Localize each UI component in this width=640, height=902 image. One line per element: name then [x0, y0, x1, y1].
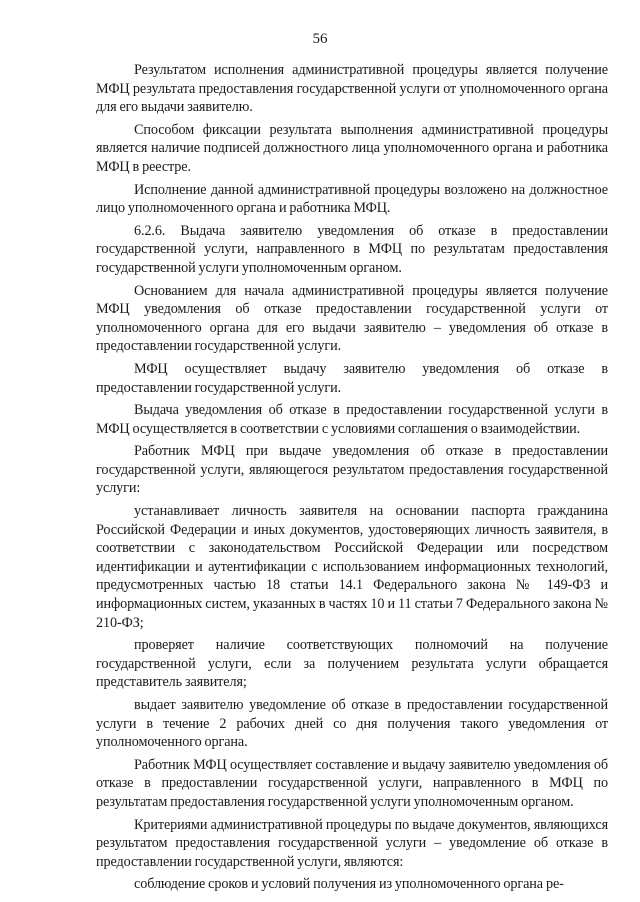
paragraph: Критериями административной процедуры по выдаче документов, являющихся результатом предоставления государственной услуги – уведомление об отказе в предоставлении государственной услуги, являются:: [96, 816, 608, 870]
paragraph: Результатом исполнения административной процедуры является получение МФЦ результата предоставления государственной услуги от уполномоченного органа для его выдачи заявителю.: [96, 62, 608, 116]
paragraph: Работник МФЦ при выдаче уведомления об отказе в предоставлении государственной услуги, являющегося результатом предоставления государственной услуги:: [96, 443, 608, 497]
paragraph: МФЦ осуществляет выдачу заявителю уведомления об отказе в предоставлении государственной услуги.: [96, 360, 608, 396]
paragraph: Основанием для начала административной процедуры является получение МФЦ уведомления об отказе предоставлении государственной услуги от уполномоченного органа для его выдачи заявителю – уведомления об отказе в предоставлении государственной услуги.: [96, 282, 608, 355]
list-item-paragraph: выдает заявителю уведомление об отказе в предоставлении государственной услуги в течение 2 рабочих дней со дня получения такого уведомления от уполномоченного органа.: [96, 697, 608, 751]
paragraph: Способом фиксации результата выполнения административной процедуры является наличие подписей должностного лица уполномоченного органа и работника МФЦ в реестре.: [96, 121, 608, 175]
document-body: [96, 61, 608, 898]
list-item-paragraph: устанавливает личность заявителя на основании паспорта гражданина Российской Федерации и иных документов, удостоверяющих личность заявителя, в соответствии с законодательством Российской Федерации или посредством идентификации и аутентификации с использованием информационных технологий, предусмотренных частью 18 статьи 14.1 Федерального закона № 149-ФЗ и информационных систем, указанных в частях 10 и 11 статьи 7 Федерального закона № 210-ФЗ;: [96, 503, 608, 631]
page-number: 56: [312, 31, 328, 47]
section-heading-paragraph: 6.2.6. Выдача заявителю уведомления об отказе в предоставлении государственной услуги, направленного в МФЦ по результатам предоставления государственной услуги уполномоченным органом.: [96, 222, 608, 276]
list-item-paragraph: соблюдение сроков и условий получения из уполномоченного органа ре-: [134, 876, 564, 893]
list-item-paragraph: проверяет наличие соответствующих полномочий на получение государственной услуги, если за получением результата услуги обращается представитель заявителя;: [96, 637, 608, 691]
paragraph: Выдача уведомления об отказе в предоставлении государственной услуги в МФЦ осуществляется в соответствии с условиями соглашения о взаимодействии.: [96, 402, 608, 437]
paragraph: Исполнение данной административной процедуры возложено на должностное лицо уполномоченного органа и работника МФЦ.: [96, 181, 608, 217]
paragraph: Работник МФЦ осуществляет составление и выдачу заявителю уведомления об отказе в предоставлении государственной услуги, направленного в МФЦ по результатам предоставления государственной услуги уполномоченным органом.: [96, 756, 608, 810]
